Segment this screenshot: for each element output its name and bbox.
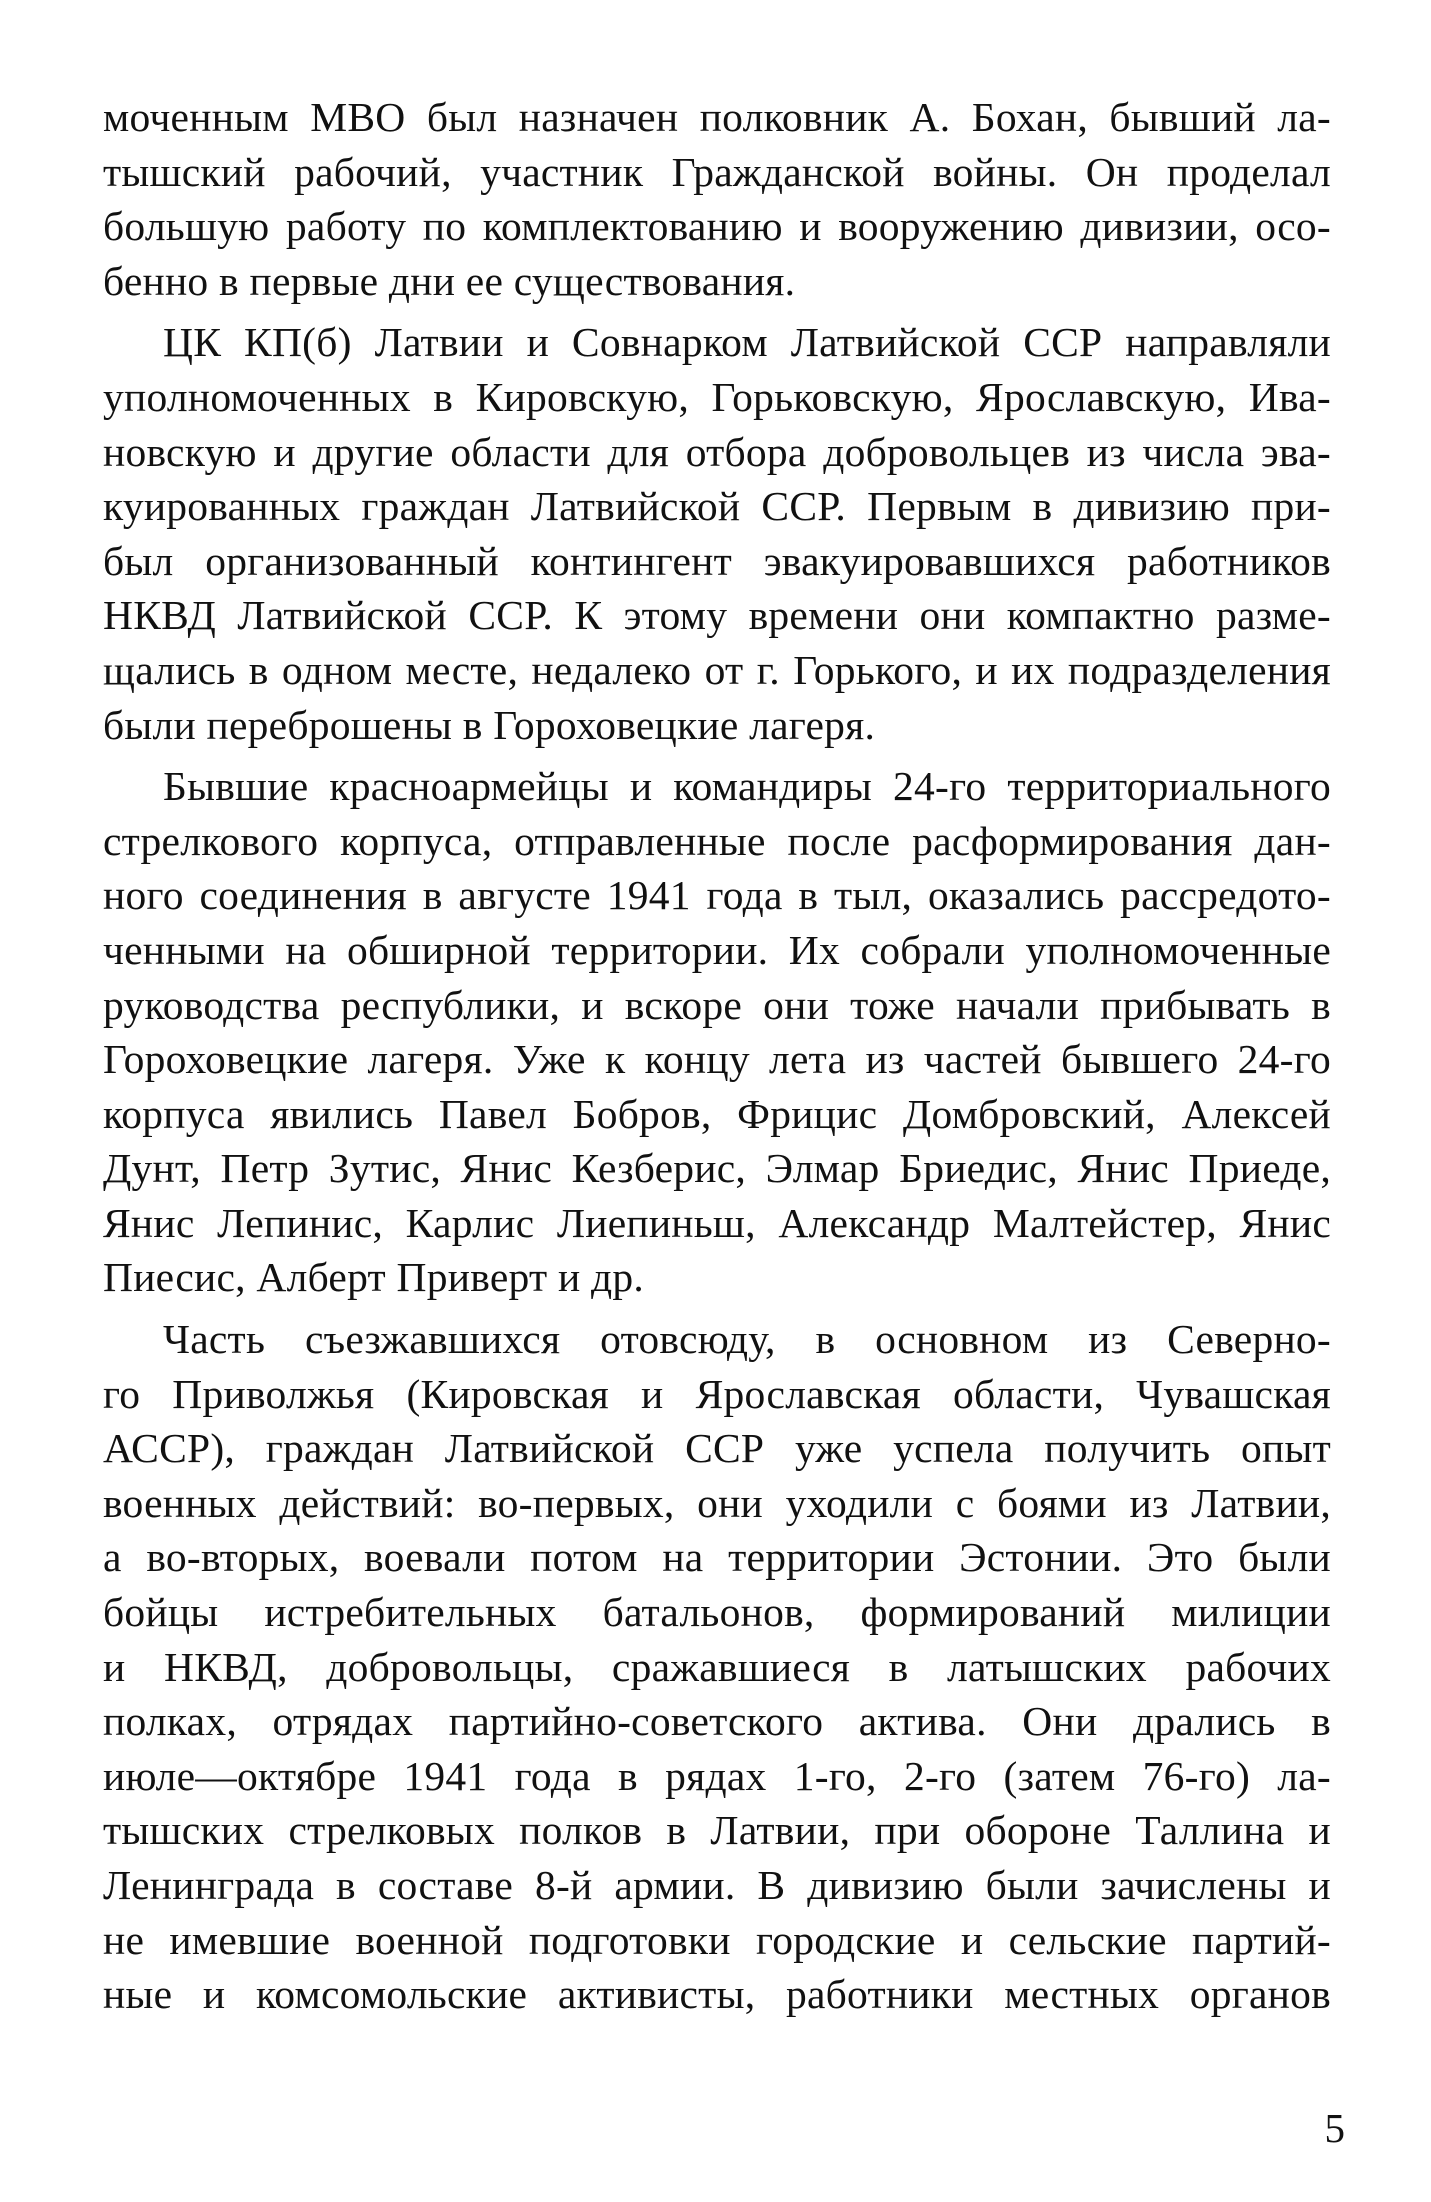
text-line: июле—октябре 1941 года в рядах 1-го, 2-го (затем 76-го) ла-	[103, 1752, 1331, 1799]
text-line: бенно в первые дни ее существования.	[103, 257, 796, 304]
text-line: а во-вторых, воевали потом на территории Эстонии. Это были	[103, 1534, 1331, 1581]
paragraph-1	[103, 90, 1331, 308]
text-line: ные и комсомольские активисты, работники местных органов	[103, 1971, 1331, 2018]
text-line: тышских стрелковых полков в Латвии, при обороне Таллина и	[103, 1807, 1331, 1854]
text-line: Гороховецкие лагеря. Уже к концу лета из частей бывшего 24-го	[103, 1036, 1331, 1083]
text-line: Дунт, Петр Зутис, Янис Кезберис, Элмар Бриедис, Янис Приеде,	[103, 1145, 1331, 1192]
paragraph-4	[103, 1312, 1331, 2022]
text-line: полках, отрядах партийно-советского актива. Они дрались в	[103, 1698, 1331, 1745]
text-line: военных действий: во-первых, они уходили с боями из Латвии,	[103, 1479, 1331, 1526]
text-line: и НКВД, добровольцы, сражавшиеся в латышских рабочих	[103, 1643, 1331, 1690]
text-line: ченными на обширной территории. Их собрали уполномоченные	[103, 926, 1331, 973]
text-line: го Приволжья (Кировская и Ярославская области, Чувашская	[103, 1370, 1331, 1417]
text-line: ного соединения в августе 1941 года в тыл, оказались рассредото-	[103, 872, 1331, 919]
text-line: стрелкового корпуса, отправленные после расформирования дан-	[103, 817, 1331, 864]
text-line: щались в одном месте, недалеко от г. Горького, и их подразделения	[103, 646, 1331, 693]
text-line: Янис Лепинис, Карлис Лиепиньш, Александр Малтейстер, Янис	[103, 1199, 1331, 1246]
text-line: руководства республики, и вскоре они тоже начали прибывать в	[103, 981, 1331, 1028]
text-line: НКВД Латвийской ССР. К этому времени они компактно разме-	[103, 592, 1331, 639]
text-line: был организованный контингент эвакуировавшихся работников	[103, 537, 1331, 584]
text-line: большую работу по комплектованию и вооружению дивизии, осо-	[103, 203, 1331, 250]
text-line: Ленинграда в составе 8-й армии. В дивизию были зачислены и	[103, 1862, 1331, 1908]
text-line: Часть съезжавшихся отовсюду, в основном из Северно-	[163, 1316, 1331, 1363]
text-line: тышский рабочий, участник Гражданской войны. Он проделал	[103, 148, 1331, 195]
paragraph-3	[103, 759, 1331, 1305]
text-line: ЦК КП(б) Латвии и Совнарком Латвийской ССР направляли	[163, 319, 1331, 366]
text-line: бойцы истребительных батальонов, формирований милиции	[103, 1589, 1331, 1636]
paragraph-2	[103, 315, 1331, 752]
text-line: АССР), граждан Латвийской ССР уже успела получить опыт	[103, 1425, 1331, 1472]
page-number: 5	[1324, 2105, 1345, 2151]
text-line: были переброшены в Гороховецкие лагеря.	[103, 701, 876, 748]
body-text	[103, 90, 1331, 2029]
text-line: Бывшие красноармейцы и командиры 24-го территориального	[163, 763, 1331, 810]
text-line: уполномоченных в Кировскую, Горьковскую, Ярославскую, Ива-	[103, 373, 1331, 420]
text-line: не имевшие военной подготовки городские и сельские партий-	[103, 1916, 1331, 1963]
text-line: Пиесис, Алберт Приверт и др.	[103, 1254, 645, 1301]
text-line: корпуса явились Павел Бобров, Фрицис Домбровский, Алексей	[103, 1090, 1331, 1137]
text-line: моченным МВО был назначен полковник А. Бохан, бывший ла-	[103, 94, 1331, 140]
text-line: куированных граждан Латвийской ССР. Первым в дивизию при-	[103, 483, 1331, 530]
text-line: новскую и другие области для отбора добровольцев из числа эва-	[103, 428, 1331, 475]
